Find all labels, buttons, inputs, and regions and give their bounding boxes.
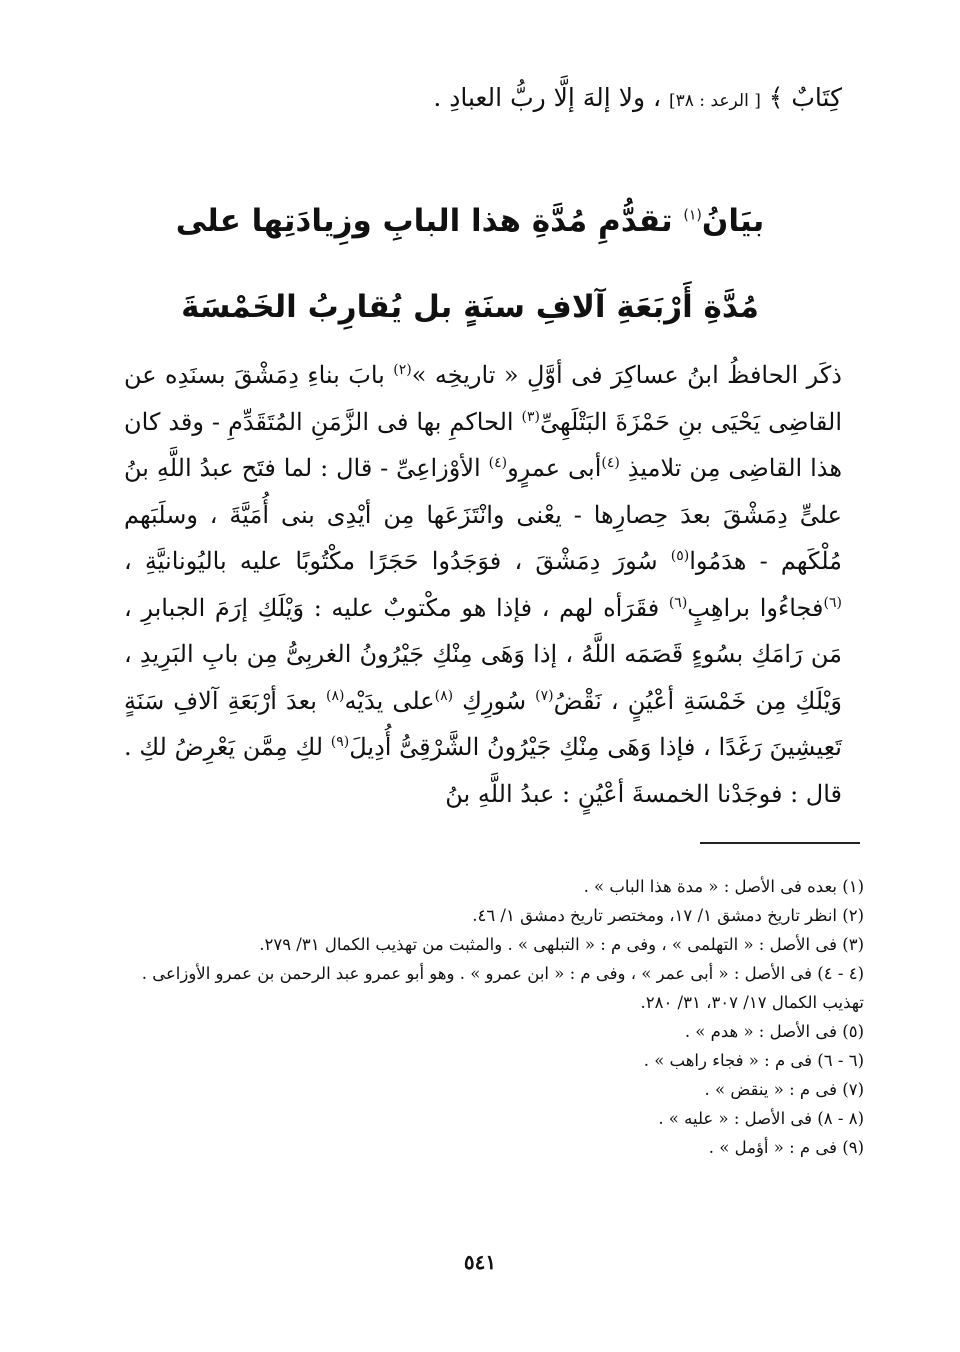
text-segment: سُورِكِ: [462, 686, 527, 715]
footnote: (٢) انظر تاريخ دمشق ١/ ١٧، ومختصر تاريخ دمشق ١/ ٤٦.: [472, 906, 864, 925]
heading-bayan: بيَانُ: [701, 203, 765, 239]
text-segment: سُورَ دِمَشْقَ ، فوَجَدُوا حَجَرًا مكْتُوبًا عليه باليُونانيَّةِ ،: [124, 547, 658, 575]
footnote: (٣) فى الأصل : « التهلمى » ، وفى م : « التبلهى » . والمثبت من تهذيب الكمال ٣١/ ٢٧٩.: [259, 935, 864, 954]
text-segment: الحاكمِ بها فى الزَّمَنِ المُتَقَدِّمِ - وقد كان هذا القاضِى مِن تلاميذِ: [124, 407, 842, 482]
text-segment: أبى عمرٍو: [507, 454, 602, 482]
heading-line-1: [140, 178, 800, 264]
verse-reference: [ الرعد : ٣٨]: [669, 91, 761, 111]
text-segment: على يدَيْه: [344, 686, 435, 715]
text-segment: ذكَر الحافظُ ابنُ عساكِرَ فى أوَّلِ « تاريخِه »: [411, 361, 842, 389]
footnote-ref: (٤): [601, 455, 620, 471]
footnote: (٩) فى م : « أؤمل » .: [708, 1138, 864, 1157]
heading-line-1-text: تقدُّمِ مُدَّةِ هذا البابِ وزِيادَتِها على: [175, 203, 673, 239]
text-segment: فجاءُوا براهِبٍ: [687, 593, 824, 622]
quran-ornament: ﴾: [768, 83, 784, 112]
footnote-ref: (٦): [823, 594, 842, 611]
footnote-ref: (٣): [521, 408, 540, 425]
footnote-ref: (٤): [488, 455, 508, 471]
text-segment: الأوْزاعِىِّ - قال : لما فتَح عبدُ اللَّهِ بنُ علىٍّ دِمَشْقَ بعدَ حِصارِها - يعْنى وانْتَزَعَها مِن أيْدِى بنى أُمَيَّةَ ، وسلَبَهم مُلْكَهم - هدَمُوا: [124, 454, 842, 575]
page-number: ٥٤١: [463, 1250, 497, 1274]
footnote-ref: (١): [683, 207, 702, 224]
footnote-ref: (٨): [434, 687, 454, 704]
continuation-text: ، ولا إلهَ إلَّا ربُّ العبادِ .: [433, 83, 662, 112]
footnote: (٨ - ٨) فى الأصل : « عليه » .: [658, 1109, 864, 1128]
footnote: (٦ - ٦) فى م : « فجاء راهب » .: [643, 1051, 864, 1070]
footnote-ref: (٨): [325, 687, 345, 704]
footnote-ref: (٦): [668, 594, 688, 611]
text-segment: بابَ بناءِ دِمَشْقَ بسنَدِه عن القاضِى يَحْيَى بنِ حَمْزَةَ البَتْلَهِىِّ: [124, 361, 842, 436]
heading-line-2: مُدَّةِ أَرْبَعَةِ آلافِ سنَةٍ بل يُقارِبُ الخَمْسَةَ: [181, 289, 759, 325]
main-text: [124, 352, 842, 817]
text-segment: لكِ مِمَّن يَعْرِضُ لكِ . قال : فوجَدْنا الخمسةَ أعْيُنٍ : عبدُ اللَّهِ بنُ: [124, 733, 842, 808]
continuation-line: [122, 78, 842, 121]
footnote-ref: (٥): [670, 548, 690, 564]
footnote: (٧) فى م : « ينقض » .: [704, 1080, 864, 1099]
footnote: (٤ - ٤) فى الأصل : « أبى عمر » ، وفى م : « ابن عمرو » . وهو أبو عمرو عبد الرحمن بن عمرو الأوزاعى . تهذيب الكمال ١٧/ ٣٠٧، ٣١/ ٢٨٠.: [141, 964, 864, 1012]
footnote-ref: (٧): [535, 687, 554, 704]
text-segment: بعدَ أرْبَعَةِ آلافِ سَنَةٍ تَعِيشِينَ رَغَدًا ، فإذا وَهَى مِنْكِ جَيْرُونُ الشَّرْقِىُّ أُدِيلَ: [124, 686, 842, 761]
footnote: (٥) فى الأصل : « هدم » .: [684, 1022, 864, 1041]
quran-word: كِتَابٌ: [791, 83, 842, 112]
footnote-ref: (٢): [393, 362, 412, 378]
footnote: (١) بعده فى الأصل : « مدة هذا الباب » .: [583, 877, 864, 896]
paragraph: [124, 352, 842, 817]
footnote-separator: [700, 842, 860, 844]
footnotes: [120, 872, 864, 1162]
section-heading: [140, 178, 800, 350]
footnote-ref: (٩): [330, 734, 350, 750]
text-segment: فقَرَأه لهم ، فإذا هو مكْتوبٌ عليه : وَيْلَكِ إرَمَ الجبابرِ ، مَن رَامَكِ بسُوءٍ قَصَمَه اللَّهُ ، إذا وَهَى مِنْكِ جَيْرُونُ الغربِىُّ مِن بابِ البَرِيدِ ، وَيْلَكِ مِن خَمْسَةِ أعْيُنٍ ، نَقْضُ: [124, 593, 842, 715]
